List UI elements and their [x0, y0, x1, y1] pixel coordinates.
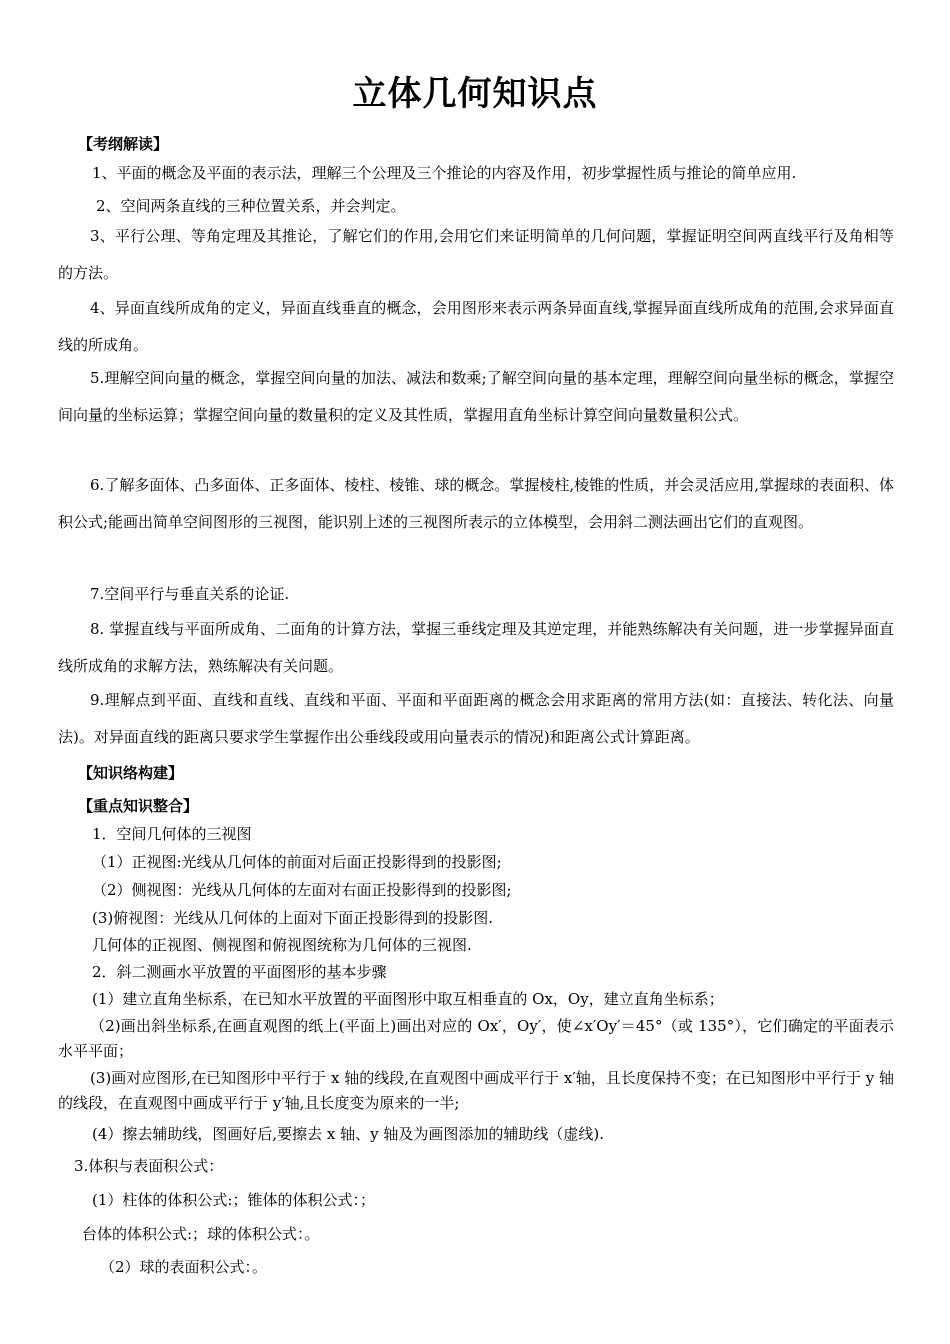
zhongdian-line-5: 几何体的正视图、侧视图和俯视图统称为几何体的三视图. — [92, 936, 472, 954]
zhongdian-line-10: (4）擦去辅助线，图画好后,要擦去 x 轴、y 轴及为画图添加的辅助线（虚线). — [92, 1125, 605, 1143]
zhongdian-line-8: （2)画出斜坐标系,在画直观图的纸上(平面上)画出对应的 Ox′，Oy′，使∠x′Oy′＝45°（或 135°），它们确定的平面表示水平平面； — [58, 1017, 894, 1060]
zhongdian-line-9: (3)画对应图形,在已知图形中平行于 x 轴的线段,在直观图中画成平行于 x′轴，且长度保持不变；在已知图形中平行于 y 轴的线段，在直观图中画成平行于 y′轴,且长度变为原来的一半; — [58, 1069, 894, 1112]
zhongdian-line-12: (1）柱体的体积公式:；锥体的体积公式：； — [92, 1191, 375, 1209]
zhongdian-line-3: （2）侧视图：光线从几何体的左面对右面正投影得到的投影图; — [92, 881, 512, 899]
zhongdian-line-4: (3)俯视图：光线从几何体的上面对下面正投影得到的投影图. — [92, 909, 494, 927]
zhongdian-line-2: （1）正视图:光线从几何体的前面对后面正投影得到的投影图; — [92, 853, 502, 871]
kaogang-item-4: 4、异面直线所成角的定义，异面直线垂直的概念，会用图形来表示两条异面直线,掌握异面直线所成角的范围,会求异面直线的所成角。 — [58, 299, 894, 354]
kaogang-item-9: 9.理解点到平面、直线和直线、直线和平面、平面和平面距离的概念会用求距离的常用方法(如：直接法、转化法、向量法)。对异面直线的距离只要求学生掌握作出公垂线段或用向量表示的情况)和距离公式计算距离。 — [58, 691, 894, 746]
section-heading-kaogang: 【考纲解读】 — [78, 135, 169, 153]
kaogang-item-5: 5.理解空间向量的概念，掌握空间向量的加法、减法和数乘;了解空间向量的基本定理，理解空间向量坐标的概念，掌握空间向量的坐标运算；掌握空间向量的数量积的定义及其性质，掌握用直角坐标计算空间向量数量积公式。 — [58, 369, 894, 424]
section-heading-zhongdian: 【重点知识整合】 — [78, 797, 199, 815]
zhongdian-line-6: 2．斜二测画水平放置的平面图形的基本步骤 — [92, 963, 387, 981]
section-heading-zhishi: 【知识络构建】 — [78, 764, 184, 782]
kaogang-item-7: 7.空间平行与垂直关系的论证. — [90, 585, 290, 603]
kaogang-item-6: 6.了解多面体、凸多面体、正多面体、棱柱、棱锥、球的概念。掌握棱柱,棱锥的性质，并会灵活应用,掌握球的表面积、体积公式;能画出简单空间图形的三视图，能识别上述的三视图所表示的立体模型，会用斜二测法画出它们的直观图。 — [58, 476, 894, 531]
kaogang-item-2: 2、空间两条直线的三种位置关系，并会判定。 — [96, 197, 406, 215]
page-title: 立体几何知识点 — [352, 74, 598, 114]
kaogang-item-3: 3、平行公理、等角定理及其推论，了解它们的作用,会用它们来证明简单的几何问题，掌握证明空间两直线平行及角相等的方法。 — [58, 227, 894, 282]
zhongdian-line-7: (1）建立直角坐标系，在已知水平放置的平面图形中取互相垂直的 Ox，Oy，建立直角坐标系； — [92, 990, 724, 1008]
kaogang-item-1: 1、平面的概念及平面的表示法，理解三个公理及三个推论的内容及作用，初步掌握性质与推论的简单应用. — [92, 164, 797, 182]
kaogang-item-8: 8. 掌握直线与平面所成角、二面角的计算方法，掌握三垂线定理及其逆定理，并能熟练解决有关问题，进一步掌握异面直线所成角的求解方法，熟练解决有关问题。 — [58, 620, 894, 675]
zhongdian-line-11: 3.体积与表面积公式： — [74, 1157, 224, 1175]
zhongdian-line-1: 1．空间几何体的三视图 — [92, 825, 252, 843]
zhongdian-line-13: 台体的体积公式:；球的体积公式：。 — [82, 1225, 320, 1243]
zhongdian-line-14: （2）球的表面积公式：。 — [100, 1258, 268, 1276]
